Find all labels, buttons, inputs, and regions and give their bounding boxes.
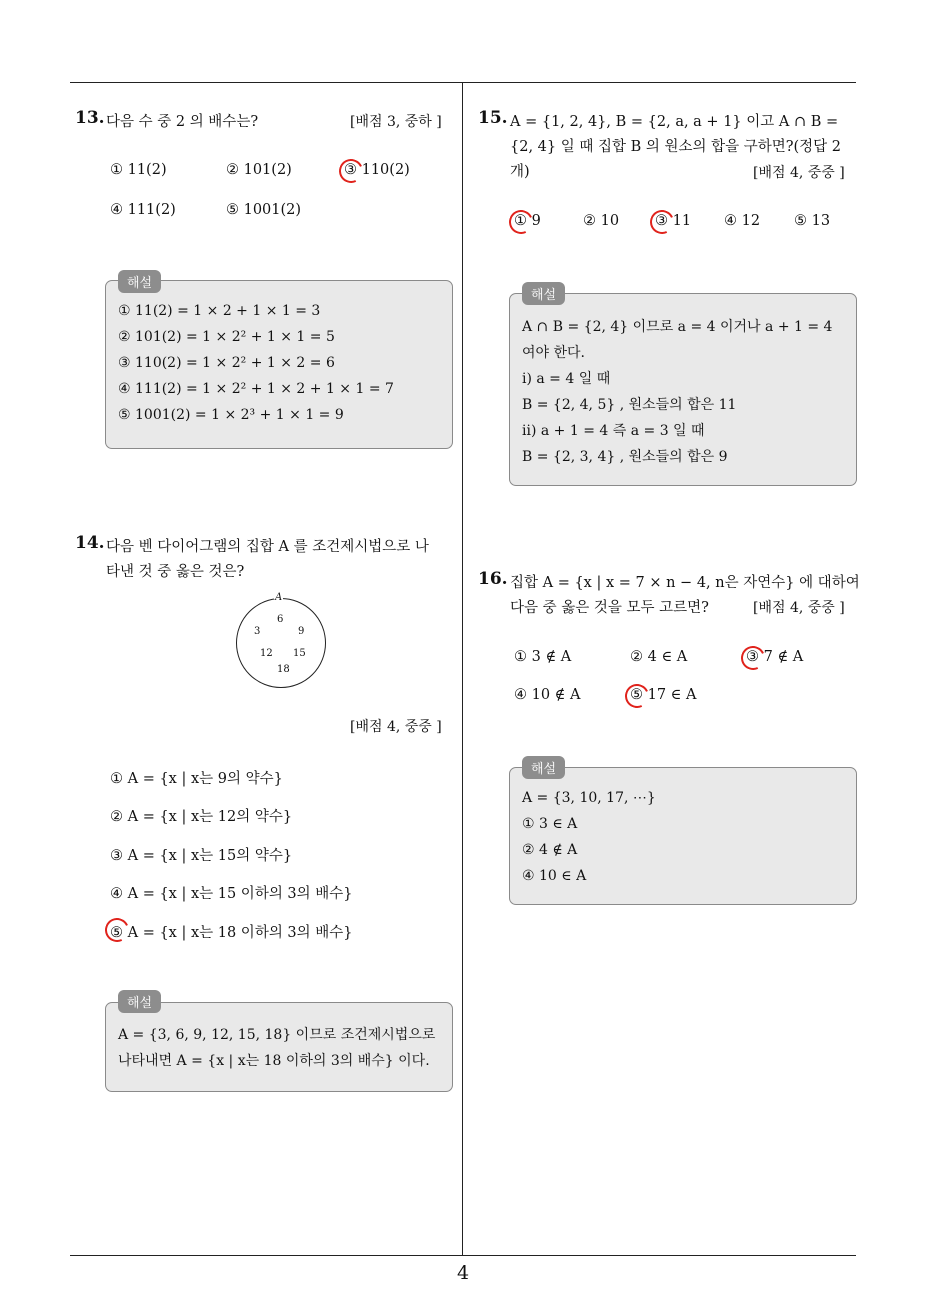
q16-solution-label: 해설 xyxy=(522,756,565,779)
q14-text-2: 타낸 것 중 옳은 것은? xyxy=(106,564,245,580)
q15-choice-3[interactable]: ③ 11 xyxy=(655,213,692,229)
q14-number: 14. xyxy=(75,533,105,553)
q13-sol-5: ⑤ 1001(2) = 1 × 2³ + 1 × 1 = 9 xyxy=(118,407,344,423)
q15-text-3: 개) xyxy=(510,164,530,180)
q13-text: 다음 수 중 2 의 배수는? xyxy=(106,114,259,130)
q16-text-1: 집합 A = {x | x = 7 × n − 4, n은 자연수} 에 대하여 xyxy=(510,575,860,591)
q16-meta: [배점 4, 중중 ] xyxy=(753,600,845,616)
q13-sol-1: ① 11(2) = 1 × 2 + 1 × 1 = 3 xyxy=(118,303,321,319)
q15-number: 15. xyxy=(478,108,508,128)
q15-choice-4[interactable]: ④ 12 xyxy=(724,213,761,229)
venn-element: 12 xyxy=(260,648,273,659)
q16-choice-3[interactable]: ③ 7 ∉ A xyxy=(746,649,804,665)
q14-sol-1: A = {3, 6, 9, 12, 15, 18} 이므로 조건제시법으로 xyxy=(118,1027,436,1043)
venn-element: 6 xyxy=(277,614,284,625)
q15-choice-2[interactable]: ② 10 xyxy=(583,213,620,229)
q13-choice-4[interactable]: ④ 111(2) xyxy=(110,202,176,218)
q16-choice-2[interactable]: ② 4 ∈ A xyxy=(630,649,688,665)
q15-text-1: A = {1, 2, 4}, B = {2, a, a + 1} 이고 A ∩ B = xyxy=(510,114,839,130)
q14-solution-box xyxy=(105,1002,453,1092)
venn-element: 18 xyxy=(277,664,290,675)
q15-sol-2: 여야 한다. xyxy=(522,345,585,361)
q15-text-2: {2, 4} 일 때 집합 B 의 원소의 합을 구하면?(정답 2 xyxy=(510,139,842,155)
q14-choice-2[interactable]: ② A = {x | x는 12의 약수} xyxy=(110,809,293,825)
q13-number: 13. xyxy=(75,108,105,128)
venn-element: 15 xyxy=(293,648,306,659)
q16-sol-4: ④ 10 ∈ A xyxy=(522,868,587,884)
bottom-rule xyxy=(70,1255,856,1256)
venn-label: A xyxy=(275,592,283,603)
q14-choice-5[interactable]: ⑤ A = {x | x는 18 이하의 3의 배수} xyxy=(110,925,353,941)
q16-choice-1[interactable]: ① 3 ∉ A xyxy=(514,649,572,665)
q13-choice-2[interactable]: ② 101(2) xyxy=(226,162,292,178)
q16-sol-2: ① 3 ∈ A xyxy=(522,816,578,832)
q14-solution-label: 해설 xyxy=(118,990,161,1013)
q14-meta: [배점 4, 중중 ] xyxy=(350,719,442,735)
q14-choice-3[interactable]: ③ A = {x | x는 15의 약수} xyxy=(110,848,293,864)
q15-choice-5[interactable]: ⑤ 13 xyxy=(794,213,831,229)
venn-element: 3 xyxy=(254,626,261,637)
q15-sol-3: ⅰ) a = 4 일 때 xyxy=(522,371,611,387)
q15-meta: [배점 4, 중중 ] xyxy=(753,165,845,181)
q13-solution-label: 해설 xyxy=(118,270,161,293)
q16-number: 16. xyxy=(478,569,508,589)
q13-choice-1[interactable]: ① 11(2) xyxy=(110,162,167,178)
q13-sol-2: ② 101(2) = 1 × 2² + 1 × 1 = 5 xyxy=(118,329,335,345)
page-number: 4 xyxy=(456,1262,470,1284)
q13-choice-3[interactable]: ③ 110(2) xyxy=(344,162,410,178)
q16-sol-3: ② 4 ∉ A xyxy=(522,842,578,858)
q15-solution-label: 해설 xyxy=(522,282,565,305)
q13-meta: [배점 3, 중하 ] xyxy=(350,114,442,130)
q13-choice-5[interactable]: ⑤ 1001(2) xyxy=(226,202,302,218)
q14-text-1: 다음 벤 다이어그램의 집합 A 를 조건제시법으로 나 xyxy=(106,539,429,555)
venn-element: 9 xyxy=(298,626,305,637)
q16-choice-5[interactable]: ⑤ 17 ∈ A xyxy=(630,687,697,703)
top-rule xyxy=(70,82,856,83)
q13-sol-3: ③ 110(2) = 1 × 2² + 1 × 2 = 6 xyxy=(118,355,335,371)
q15-sol-6: B = {2, 3, 4} , 원소들의 합은 9 xyxy=(522,449,728,465)
column-divider xyxy=(462,82,463,1255)
q15-sol-5: ⅱ) a + 1 = 4 즉 a = 3 일 때 xyxy=(522,423,705,439)
q15-sol-4: B = {2, 4, 5} , 원소들의 합은 11 xyxy=(522,397,737,413)
q16-sol-1: A = {3, 10, 17, ⋯} xyxy=(522,790,656,806)
q16-choice-4[interactable]: ④ 10 ∉ A xyxy=(514,687,581,703)
q14-sol-2: 나타내면 A = {x | x는 18 이하의 3의 배수} 이다. xyxy=(118,1053,430,1069)
q16-solution-box xyxy=(509,767,857,905)
q15-choice-1[interactable]: ① 9 xyxy=(514,213,541,229)
q14-choice-4[interactable]: ④ A = {x | x는 15 이하의 3의 배수} xyxy=(110,886,353,902)
q13-sol-4: ④ 111(2) = 1 × 2² + 1 × 2 + 1 × 1 = 7 xyxy=(118,381,394,397)
q15-sol-1: A ∩ B = {2, 4} 이므로 a = 4 이거나 a + 1 = 4 xyxy=(522,319,833,335)
q16-text-2: 다음 중 옳은 것을 모두 고르면? xyxy=(510,600,709,616)
q14-choice-1[interactable]: ① A = {x | x는 9의 약수} xyxy=(110,771,283,787)
